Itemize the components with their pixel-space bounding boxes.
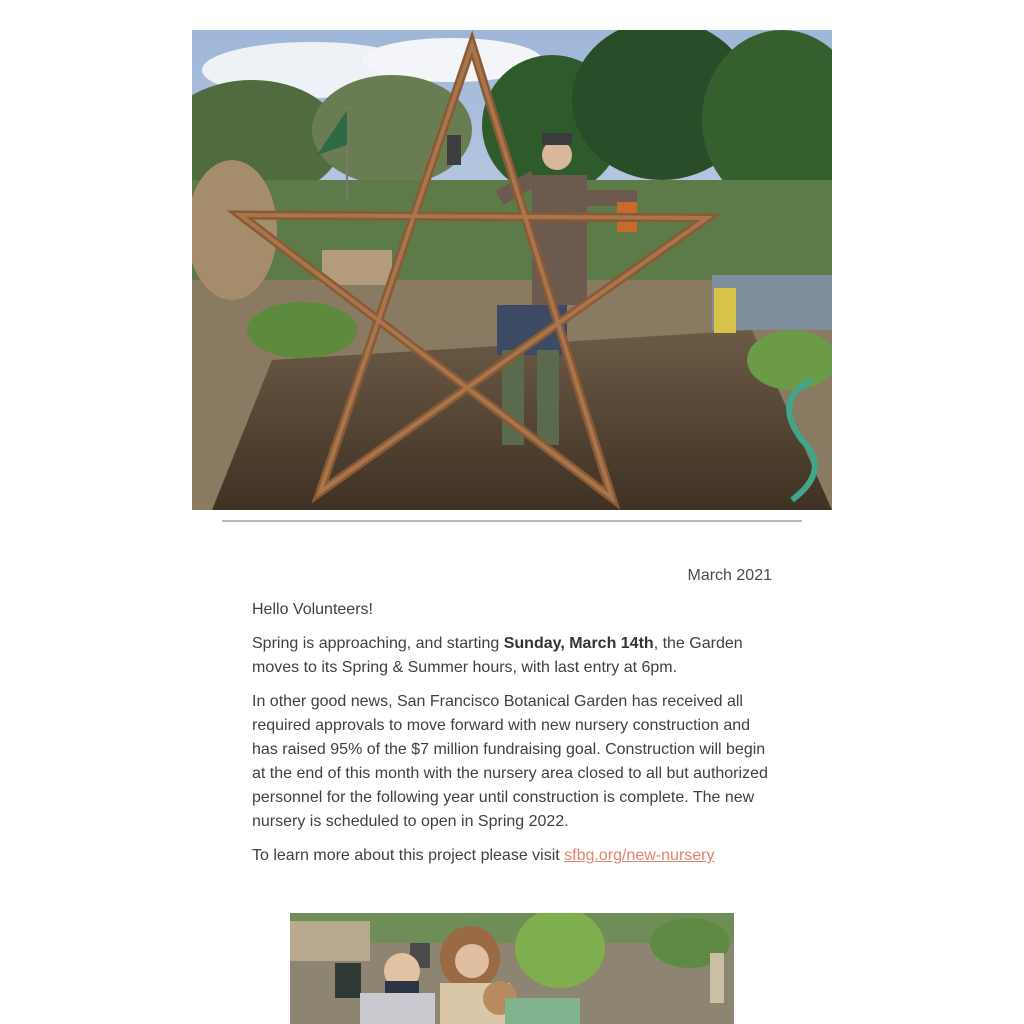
hero-photo-star-frame [192, 30, 832, 510]
learn-more-text: To learn more about this project please visit [252, 847, 565, 864]
spring-hours-paragraph [252, 632, 772, 680]
spring-hours-text-start: Spring is approaching, and starting [252, 635, 504, 652]
greeting: Hello Volunteers! [252, 601, 373, 618]
learn-more-paragraph [252, 844, 772, 868]
spring-hours-text-end: , the Garden moves to its Spring & Summer hours, with last entry at 6pm. [252, 635, 743, 676]
newsletter-date: March 2021 [687, 567, 772, 584]
nursery-news-paragraph: In other good news, San Francisco Botanical Garden has received all required approvals to move forward with new nursery construction and has raised 95% of the $7 million fundraising goal. Construction will begin at the end of this month with the nursery area closed to all but authorized personnel for the following year until construction is complete. The new nursery is scheduled to open in Spring 2022. [252, 693, 768, 830]
nursery-link[interactable]: sfbg.org/new-nursery [564, 847, 715, 864]
volunteers-planting-photo [290, 913, 734, 1024]
newsletter-body [252, 598, 772, 878]
spring-hours-date: Sunday, March 14th [503, 635, 654, 652]
section-divider [222, 520, 802, 522]
